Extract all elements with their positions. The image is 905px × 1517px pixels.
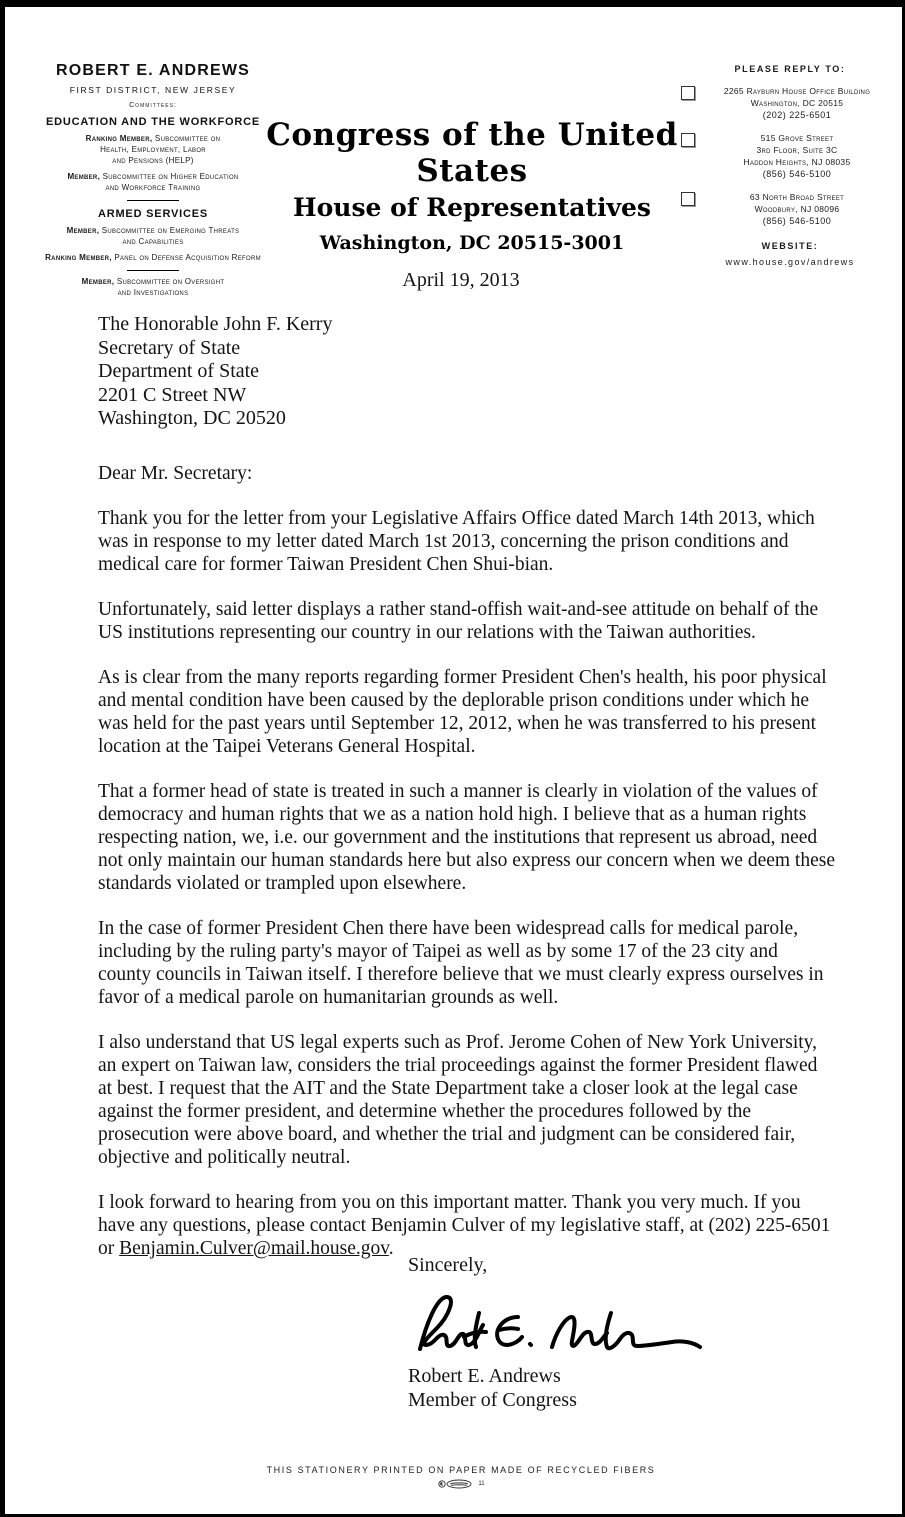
reply-phone: (856) 546-5100 bbox=[762, 169, 832, 179]
recipient-address bbox=[98, 313, 332, 431]
masthead-line1: Congress of the United States bbox=[266, 117, 678, 189]
union-bug-row bbox=[5, 1478, 905, 1490]
committee-role: Ranking Member, Panel on Defense Acquisition Reform bbox=[45, 253, 261, 262]
reply-address: 2265 Rayburn House Office Building Washington, DC 20515 (202) 225-6501 bbox=[723, 86, 871, 120]
valediction: Sincerely, bbox=[408, 1254, 488, 1276]
recipient-line: Secretary of State bbox=[98, 336, 241, 359]
masthead-line3: Washington, DC 20515-3001 bbox=[319, 232, 625, 254]
reply-address-item bbox=[681, 191, 899, 227]
committee-role: Ranking Member, Subcommittee on Health, Employment, Labor and Pensions (HELP) bbox=[85, 134, 221, 165]
body-paragraph-closing: I look forward to hearing from you on this important matter. Thank you very much. If you have any questions, please contact Benjamin Culver of my legislative staff, at (202) 225-6501 or Benjamin.Culver@mail.house.gov. bbox=[98, 1192, 831, 1259]
reply-address-checkbox bbox=[681, 133, 695, 147]
letter-body bbox=[98, 462, 835, 1282]
body-paragraph: Unfortunately, said letter displays a rather stand-offish wait-and-see attitude on behalf of the US institutions representing our country in our relations with the Taiwan authorities. bbox=[98, 599, 819, 643]
member-info-block bbox=[28, 62, 278, 298]
signer-name: Robert E. Andrews bbox=[408, 1365, 561, 1387]
reply-phone: (202) 225-6501 bbox=[762, 110, 832, 120]
signer-title: Member of Congress bbox=[408, 1389, 577, 1411]
page-footer bbox=[5, 1465, 905, 1490]
recycled-paper-notice: THIS STATIONERY PRINTED ON PAPER MADE OF RECYCLED FIBERS bbox=[266, 1465, 656, 1475]
reply-address: 63 North Broad Street Woodbury, NJ 08096 (856) 546-5100 bbox=[749, 192, 845, 226]
member-district: FIRST DISTRICT, NEW JERSEY bbox=[69, 85, 237, 95]
committee-group-title: ARMED SERVICES bbox=[97, 208, 209, 220]
masthead-line2: House of Representatives bbox=[293, 193, 651, 222]
reply-address-item bbox=[681, 132, 899, 180]
signature-block bbox=[408, 1253, 706, 1412]
reply-address-checkbox bbox=[681, 192, 695, 206]
recipient-line: 2201 C Street NW bbox=[98, 383, 247, 406]
website-label: WEBSITE: bbox=[761, 241, 819, 251]
committees-label: Committees: bbox=[129, 102, 177, 109]
recipient-line: The Honorable John F. Kerry bbox=[98, 313, 333, 335]
committee-role: Member, Subcommittee on Higher Education and Workforce Training bbox=[67, 172, 239, 192]
body-paragraph: Thank you for the letter from your Legislative Affairs Office dated March 14th 2013, which was in response to my letter dated March 1st 2013, concerning the prison conditions and medical care for former Taiwan President Chen Shui-bian. bbox=[98, 508, 815, 575]
salutation: Dear Mr. Secretary: bbox=[98, 463, 253, 484]
body-paragraph: In the case of former President Chen there have been widespread calls for medical parole, including by the ruling party's mayor of Taipei as well as by some 17 of the 23 city and county councils in Taiwan itself. I therefore believe that we must clearly express ourselves in favor of a medical parole on humanitarian grounds as well. bbox=[98, 918, 824, 1008]
please-reply-label: PLEASE REPLY TO: bbox=[734, 64, 846, 74]
union-bug-number: 11 bbox=[478, 1481, 485, 1487]
committee-role: Member, Subcommittee on Emerging Threats and Capabilities bbox=[66, 226, 240, 246]
body-paragraph: As is clear from the many reports regarding former President Chen's health, his poor physical and mental condition have been caused by the deplorable prison conditions under which he was held for the past years until September 12, 2012, when he was transferred to his present location at the Taipei Veterans General Hospital. bbox=[98, 667, 827, 757]
reply-address-checkbox bbox=[681, 86, 695, 100]
reply-address: 515 Grove Street 3rd Floor, Suite 3C Haddon Heights, NJ 08035 (856) 546-5100 bbox=[743, 133, 851, 179]
website-url: www.house.gov/andrews bbox=[725, 257, 855, 267]
member-name: ROBERT E. ANDREWS bbox=[55, 62, 251, 79]
reply-address-item bbox=[681, 85, 899, 121]
committee-role: Member, Subcommittee on Oversight and Investigations bbox=[81, 277, 225, 297]
body-paragraph: That a former head of state is treated in such a manner is clearly in violation of the values of democracy and human rights that we as a nation hold high. I believe that as a human rights respecting nation, we, i.e. our government and the institutions that represent us abroad, need not only maintain our human standards here but also express our concern when we deem these standards violated or trampled upon elsewhere. bbox=[98, 781, 835, 894]
email-link[interactable]: Benjamin.Culver@mail.house.gov bbox=[119, 1238, 389, 1259]
handwritten-signature bbox=[406, 1287, 706, 1362]
divider bbox=[127, 200, 179, 201]
union-bug-icon bbox=[437, 1478, 477, 1490]
congress-masthead bbox=[258, 117, 686, 254]
reply-addresses-block bbox=[681, 64, 899, 267]
committee-group-title: EDUCATION AND THE WORKFORCE bbox=[45, 116, 261, 128]
reply-phone: (856) 546-5100 bbox=[762, 216, 832, 226]
body-paragraph: I also understand that US legal experts such as Prof. Jerome Cohen of New York University, an expert on Taiwan law, considers the trial proceedings against the former President flawed at best. I request that the AIT and the State Department take a closer look at the legal case against the former president, and determine whether the procedures followed by the prosecution were above board, and whether the trial and judgment can be considered fair, objective and politically neutral. bbox=[98, 1032, 818, 1168]
letter-date: April 19, 2013 bbox=[402, 269, 520, 291]
recipient-line: Department of State bbox=[98, 360, 260, 382]
recipient-line: Washington, DC 20520 bbox=[98, 407, 286, 429]
